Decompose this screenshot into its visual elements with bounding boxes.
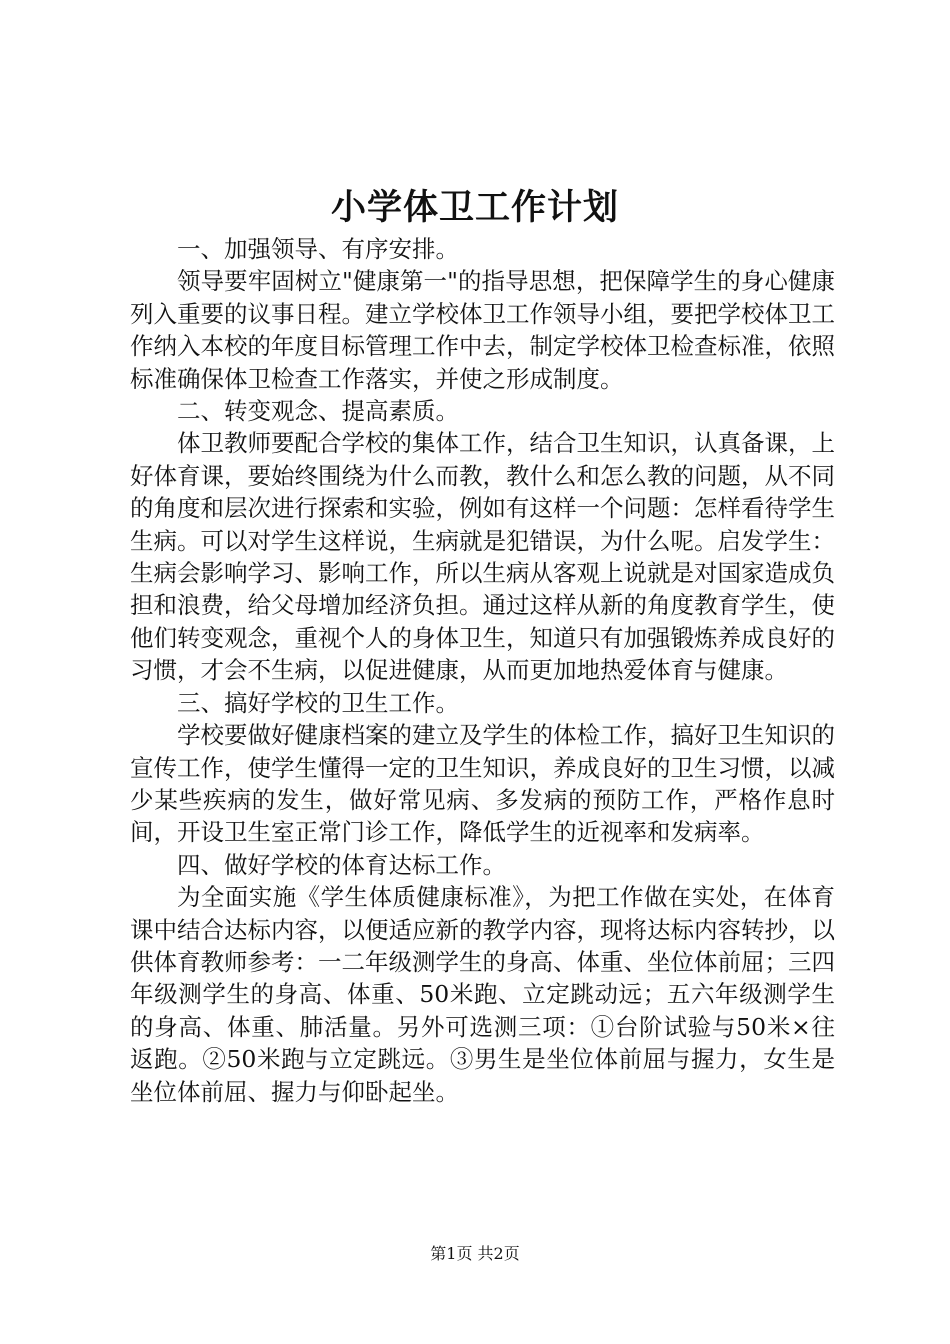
section-heading: 四、做好学校的体育达标工作。 <box>177 850 506 879</box>
section-paragraph: 体卫教师要配合学校的集体工作，结合卫生知识，认真备课，上好体育课，要始终围绕为什么而教，教什么和怎么教的问题，从不同的角度和层次进行探索和实验，例如有这样一个问题：怎样看待学生生病。可以对学生这样说，生病就是犯错误，为什么呢。启发学生：生病会影响学习、影响工作，所以生病从客观上说就是对国家造成负担和浪费，给父母增加经济负担。通过这样从新的角度教育学生，使他们转变观念，重视个人的身体卫生，知道只有加强锻炼养成良好的习惯，才会不生病，以促进健康，从而更加地热爱体育与健康。 <box>130 429 835 685</box>
section-heading: 二、转变观念、提高素质。 <box>177 397 459 426</box>
section-heading: 一、加强领导、有序安排。 <box>177 235 459 263</box>
page-number-footer: 第1页 共2页 <box>430 1244 520 1263</box>
section-heading: 三、搞好学校的卫生工作。 <box>177 688 459 717</box>
section-paragraph: 为全面实施《学生体质健康标准》，为把工作做在实处，在体育课中结合达标内容，以便适应新的教学内容，现将达标内容转抄，以供体育教师参考：一二年级测学生的身高、体重、坐位体前屈；三四年级测学生的身高、体重、50米跑、立定跳动远；五六年级测学生的身高、体重、肺活量。另外可选测三项：①台阶试验与50米×往返跑。②50米跑与立定跳远。③男生是坐位体前屈与握力，女生是坐位体前屈、握力与仰卧起坐。 <box>130 883 835 1106</box>
document-body <box>130 233 835 1108</box>
page-title: 小学体卫工作计划 <box>330 187 619 228</box>
section-paragraph: 领导要牢固树立"健康第一"的指导思想，把保障学生的身心健康列入重要的议事日程。建立学校体卫工作领导小组，要把学校体卫工作纳入本校的年度目标管理工作中去，制定学校体卫检查标准，依照标准确保体卫检查工作落实，并使之形成制度。 <box>130 267 835 393</box>
section-paragraph: 学校要做好健康档案的建立及学生的体检工作，搞好卫生知识的宣传工作，使学生懂得一定的卫生知识，养成良好的卫生习惯，以减少某些疾病的发生，做好常见病、多发病的预防工作，严格作息时间，开设卫生室正常门诊工作，降低学生的近视率和发病率。 <box>130 721 835 847</box>
